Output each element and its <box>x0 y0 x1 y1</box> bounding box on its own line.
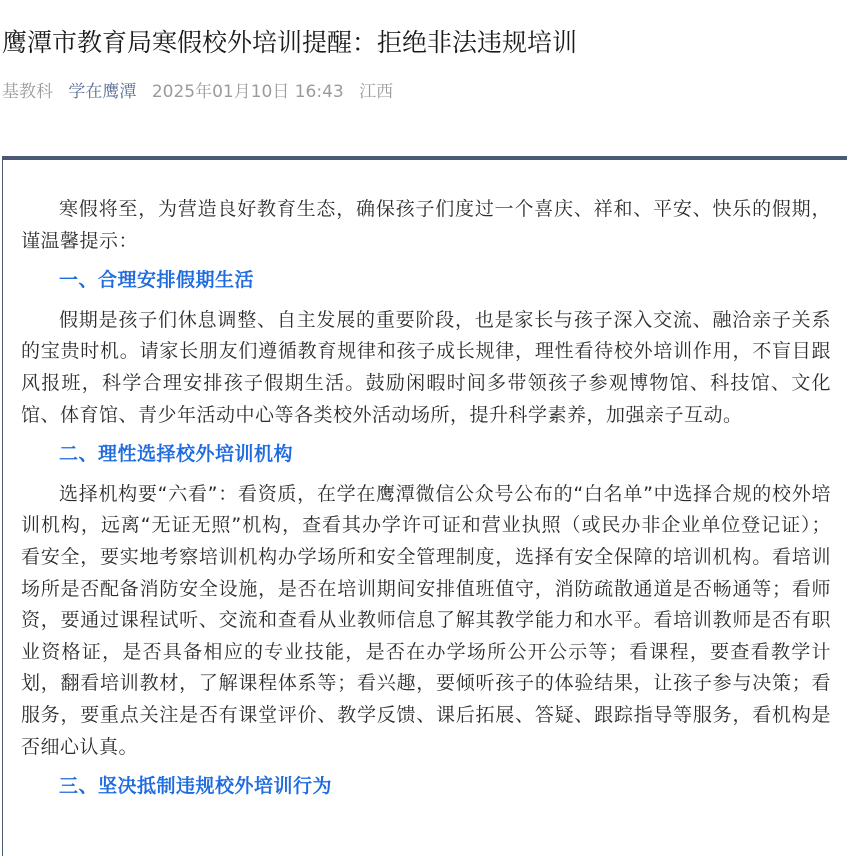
section-body-2: 选择机构要“六看”：看资质，在学在鹰潭微信公众号公布的“白名单”中选择合规的校外培训机构，远离“无证无照”机构，查看其办学许可证和营业执照（或民办非企业单位登记证）；看安全，要实地考察培训机构办学场所和安全管理制度，选择有安全保障的培训机构。看培训场所是否配备消防安全设施，是否在培训期间安排值班值守，消防疏散通道是否畅通等；看师资，要通过课程试听、交流和查看从业教师信息了解其教学能力和水平。看培训教师是否有职业资格证，是否具备相应的专业技能，是否在办学场所公开公示等；看课程，要查看教学计划，翻看培训教材，了解课程体系等；看兴趣，要倾听孩子的体验结果，让孩子参与决策；看服务，要重点关注是否有课堂评价、教学反馈、课后拓展、答疑、跟踪指导等服务，看机构是否细心认真。 <box>21 482 831 758</box>
section-heading-2: 二、理性选择校外培训机构 <box>59 443 294 466</box>
account-link[interactable]: 学在鹰潭 <box>68 82 137 102</box>
article-meta <box>2 80 403 104</box>
section-heading-1: 一、合理安排假期生活 <box>59 269 255 292</box>
article-body <box>2 156 847 856</box>
article-content <box>21 160 831 803</box>
author-name: 基教科 <box>2 82 53 102</box>
publish-datetime: 2025年01月10日 16:43 <box>151 82 344 102</box>
section-heading-3: 三、坚决抵制违规校外培训行为 <box>59 775 333 798</box>
intro-paragraph: 寒假将至，为营造良好教育生态，确保孩子们度过一个喜庆、祥和、平安、快乐的假期，谨温馨提示： <box>21 198 831 252</box>
article-title: 鹰潭市教育局寒假校外培训提醒：拒绝非法违规培训 <box>2 28 578 57</box>
publish-location: 江西 <box>359 82 394 102</box>
section-body-1: 假期是孩子们休息调整、自主发展的重要阶段，也是家长与孩子深入交流、融洽亲子关系的宝贵时机。请家长朋友们遵循教育规律和孩子成长规律，理性看待校外培训作用，不盲目跟风报班，科学合理安排孩子假期生活。鼓励闲暇时间多带领孩子参观博物馆、科技馆、文化馆、体育馆、青少年活动中心等各类校外活动场所，提升科学素养，加强亲子互动。 <box>21 308 831 426</box>
